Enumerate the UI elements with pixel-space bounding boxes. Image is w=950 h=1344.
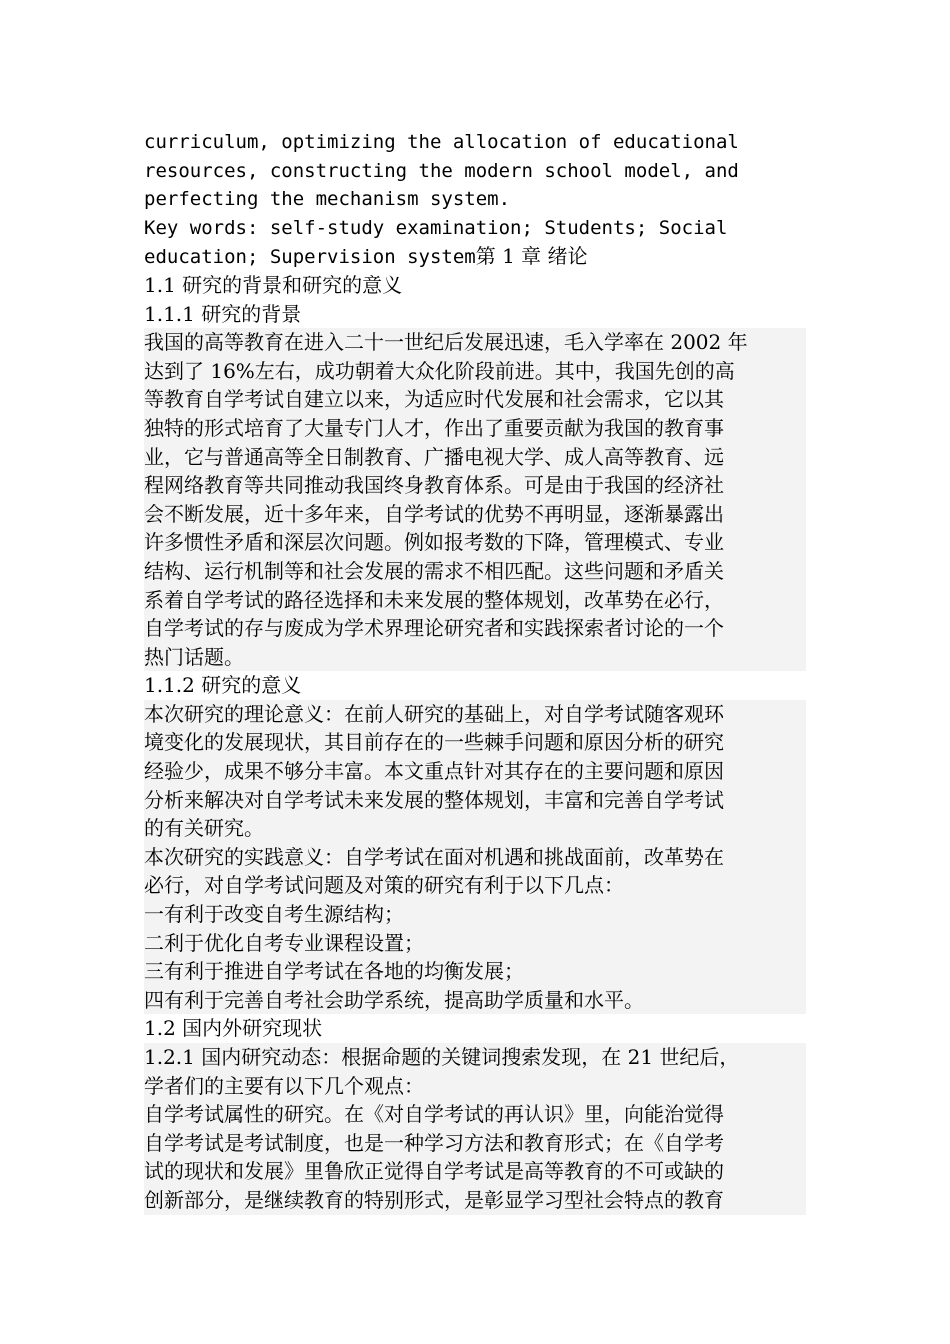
abstract-line: curriculum, optimizing the allocation of educational: [144, 131, 739, 153]
paragraph-line: 1.2.1 国内研究动态：根据命题的关键词搜索发现，在 21 世纪后，: [144, 1043, 806, 1072]
paragraph-line: 分析来解决对自学考试未来发展的整体规划，丰富和完善自学考试: [144, 786, 806, 815]
section-heading-1-1-1: 1.1.1 研究的背景: [144, 301, 302, 326]
chapter-title: 第 1 章 绪论: [475, 244, 588, 269]
paragraph-line: 独特的形式培育了大量专门人才，作出了重要贡献为我国的教育事: [144, 414, 806, 443]
paragraph-line: 我国的高等教育在进入二十一世纪后发展迅速，毛入学率在 2002 年: [144, 328, 806, 357]
paragraph-line: 试的现状和发展》里鲁欣正觉得自学考试是高等教育的不可或缺的: [144, 1157, 806, 1186]
section-heading-1-1-2: 1.1.2 研究的意义: [144, 673, 302, 698]
list-item: 四有利于完善自考社会助学系统，提高助学质量和水平。: [144, 986, 806, 1015]
paragraph-line: 系着自学考试的路径选择和未来发展的整体规划，改革势在必行，: [144, 586, 806, 615]
list-item: 一有利于改变自考生源结构；: [144, 900, 806, 929]
paragraph-line: 达到了 16%左右，成功朝着大众化阶段前进。其中，我国先创的高: [144, 357, 806, 386]
paragraph-line: 的有关研究。: [144, 814, 806, 843]
paragraph-line: 经验少，成果不够分丰富。本文重点针对其存在的主要问题和原因: [144, 757, 806, 786]
paragraph-line: 本次研究的实践意义：自学考试在面对机遇和挑战面前，改革势在: [144, 843, 806, 872]
document-page: [144, 128, 806, 1215]
paragraph-line: 结构、运行机制等和社会发展的需求不相匹配。这些问题和矛盾关: [144, 557, 806, 586]
paragraph-line: 热门话题。: [144, 643, 806, 672]
keywords-continuation: education; Supervision system: [144, 246, 476, 269]
section-heading-1-1: 1.1 研究的背景和研究的意义: [144, 272, 403, 297]
paragraph-line: 必行，对自学考试问题及对策的研究有利于以下几点：: [144, 871, 806, 900]
paragraph-line: 许多惯性矛盾和深层次问题。例如报考数的下降，管理模式、专业: [144, 528, 806, 557]
paragraph-line: 自学考试属性的研究。在《对自学考试的再认识》里，向能治觉得: [144, 1100, 806, 1129]
paragraph-line: 业，它与普通高等全日制教育、广播电视大学、成人高等教育、远: [144, 443, 806, 472]
paragraph-line: 自学考试的存与废成为学术界理论研究者和实践探索者讨论的一个: [144, 614, 806, 643]
abstract-line: resources, constructing the modern school model, and: [144, 159, 739, 182]
section-heading-1-2: 1.2 国内外研究现状: [144, 1016, 323, 1041]
paragraph-line: 程网络教育等共同推动我国终身教育体系。可是由于我国的经济社: [144, 471, 806, 500]
list-item: 二利于优化自考专业课程设置；: [144, 929, 806, 958]
paragraph-line: 创新部分，是继续教育的特别形式，是彰显学习型社会特点的教育: [144, 1186, 806, 1215]
abstract-line: perfecting the mechanism system.: [144, 188, 511, 211]
paragraph-line: 本次研究的理论意义：在前人研究的基础上，对自学考试随客观环: [144, 700, 806, 729]
paragraph-line: 等教育自学考试自建立以来，为适应时代发展和社会需求，它以其: [144, 385, 806, 414]
paragraph-line: 境变化的发展现状，其目前存在的一些棘手问题和原因分析的研究: [144, 728, 806, 757]
list-item: 三有利于推进自学考试在各地的均衡发展；: [144, 957, 806, 986]
paragraph-line: 学者们的主要有以下几个观点：: [144, 1072, 806, 1101]
keywords-chapter-line: [144, 242, 806, 271]
paragraph-line: 自学考试是考试制度，也是一种学习方法和教育形式；在《自学考: [144, 1129, 806, 1158]
paragraph-line: 会不断发展，近十多年来，自学考试的优势不再明显，逐渐暴露出: [144, 500, 806, 529]
keywords-line: Key words: self-study examination; Students; Social: [144, 216, 728, 239]
